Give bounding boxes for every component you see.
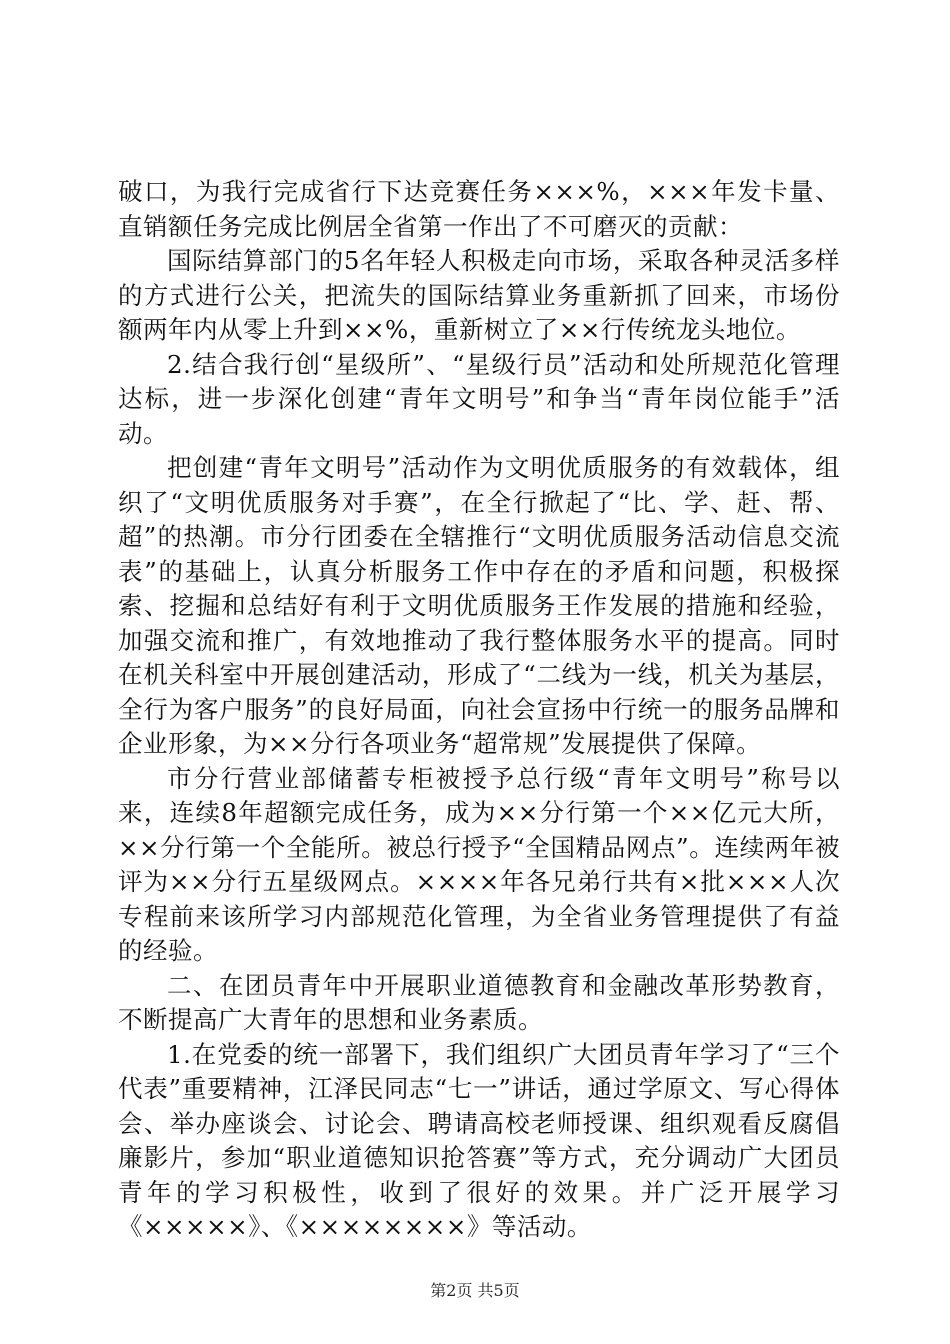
paragraph-7: 1.在党委的统一部署下，我们组织广大团员青年学习了“三个代表”重要精神，江泽民同志“七一”讲话，通过学原文、写心得体会、举办座谈会、讨论会、聘请高校老师授课、组织观看反腐倡廉影片，参加“职业道德知识抢答赛”等方式，充分调动广大团员青年的学习积极性，收到了很好的效果。并广泛开展学习《×××××》、《××××××××》等活动。 [118,1039,840,1241]
paragraph-6: 二、在团员青年中开展职业道德教育和金融改革形势教育，不断提高广大青年的思想和业务素质。 [118,970,840,1034]
paragraph-1: 破口，为我行完成省行下达竞赛任务×××%，×××年发卡量、直销额任务完成比例居全省第一作出了不可磨灭的贡献： [118,177,840,241]
paragraph-3: 2.结合我行创“星级所”、“星级行员”活动和处所规范化管理达标，进一步深化创建“青年文明号”和争当“青年岗位能手”活动。 [118,349,840,448]
document-body [118,175,840,1245]
paragraph-2: 国际结算部门的5名年轻人积极走向市场，采取各种灵活多样的方式进行公关，把流失的国际结算业务重新抓了回来，市场份额两年内从零上升到××%，重新树立了××行传统龙头地位。 [118,246,840,344]
paragraph-5: 市分行营业部储蓄专柜被授予总行级“青年文明号”称号以来，连续8年超额完成任务，成为××分行第一个××亿元大所，××分行第一个全能所。被总行授予“全国精品网点”。连续两年被评为××分行五星级网点。××××年各兄弟行共有×批×××人次专程前来该所学习内部规范化管理，为全省业务管理提供了有益的经验。 [118,763,840,965]
paragraph-4: 把创建“青年文明号”活动作为文明优质服务的有效载体，组织了“文明优质服务对手赛”，在全行掀起了“比、学、赶、帮、超”的热潮。市分行团委在全辖推行“文明优质服务活动信息交流表”的基础上，认真分析服务工作中存在的矛盾和问题，积极探索、挖掘和总结好有利于文明优质服务王作发展的措施和经验，加强交流和推广，有效地推动了我行整体服务水平的提高。同时在机关科室中开展创建活动，形成了“二线为一线，机关为基层，全行为客户服务”的良好局面，向社会宣扬中行统一的服务品牌和企业形象，为××分行各项业务“超常规”发展提供了保障。 [118,453,840,758]
page-footer: 第2页 共5页 [430,1281,520,1300]
